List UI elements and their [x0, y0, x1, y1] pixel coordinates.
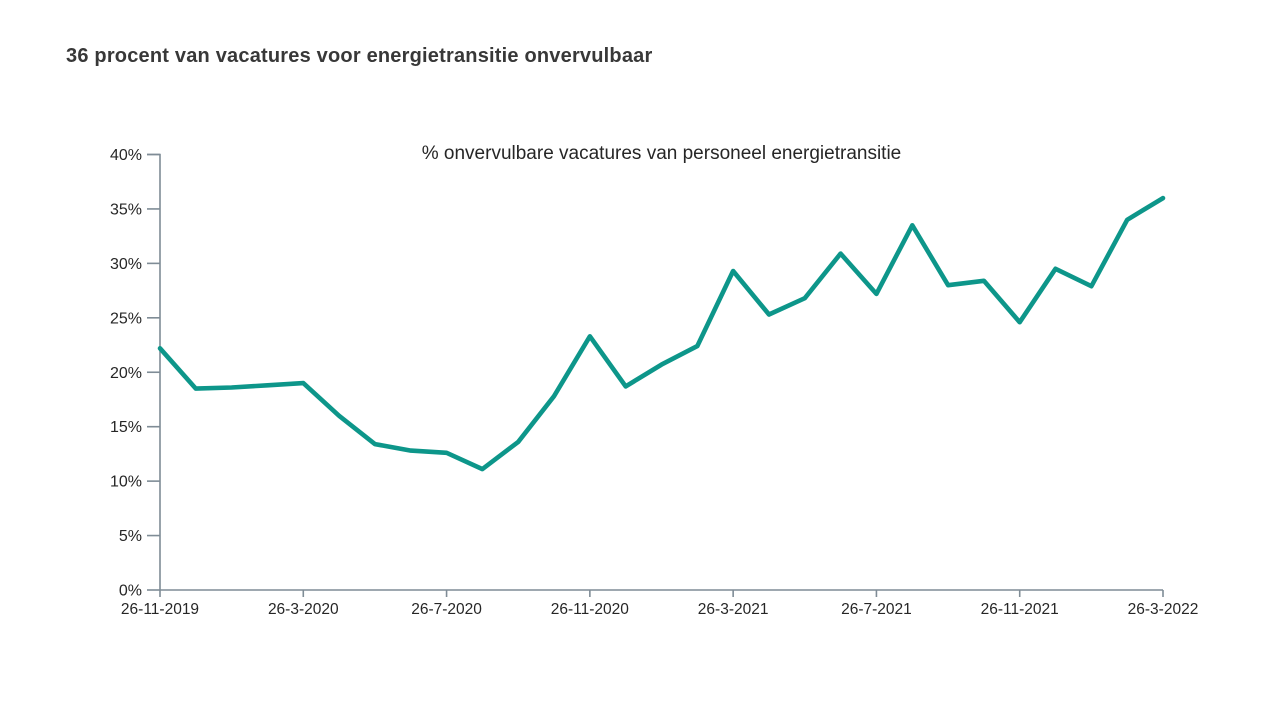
y-axis-label: 0%: [118, 582, 142, 600]
x-axis-label: 26-3-2021: [697, 601, 769, 618]
y-axis-label: 20%: [109, 364, 142, 382]
x-axis-label: 26-7-2021: [841, 601, 912, 618]
y-axis-label: 10%: [109, 473, 142, 491]
x-axis-label: 26-11-2020: [550, 601, 629, 618]
x-axis-label: 26-7-2020: [411, 601, 482, 618]
y-axis-label: 30%: [109, 255, 142, 273]
y-axis-label: 40%: [109, 147, 142, 164]
x-axis-label: 26-3-2022: [1127, 601, 1199, 618]
y-axis-label: 25%: [109, 310, 142, 328]
page-title: 36 procent van vacatures voor energietransitie onvervulbaar: [66, 45, 653, 67]
x-axis-label: 26-3-2020: [267, 601, 339, 618]
x-axis-label: 26-11-2021: [980, 601, 1059, 618]
axis-lines: [147, 155, 1163, 591]
y-axis-label: 5%: [118, 528, 142, 546]
y-axis-label: 35%: [109, 201, 142, 219]
chart-title: % onvervulbare vacatures van personeel energietransitie: [421, 143, 902, 164]
y-axis-label: 15%: [109, 419, 142, 437]
x-axis-label: 26-11-2019: [120, 601, 200, 618]
data-series-line: [160, 198, 1163, 469]
